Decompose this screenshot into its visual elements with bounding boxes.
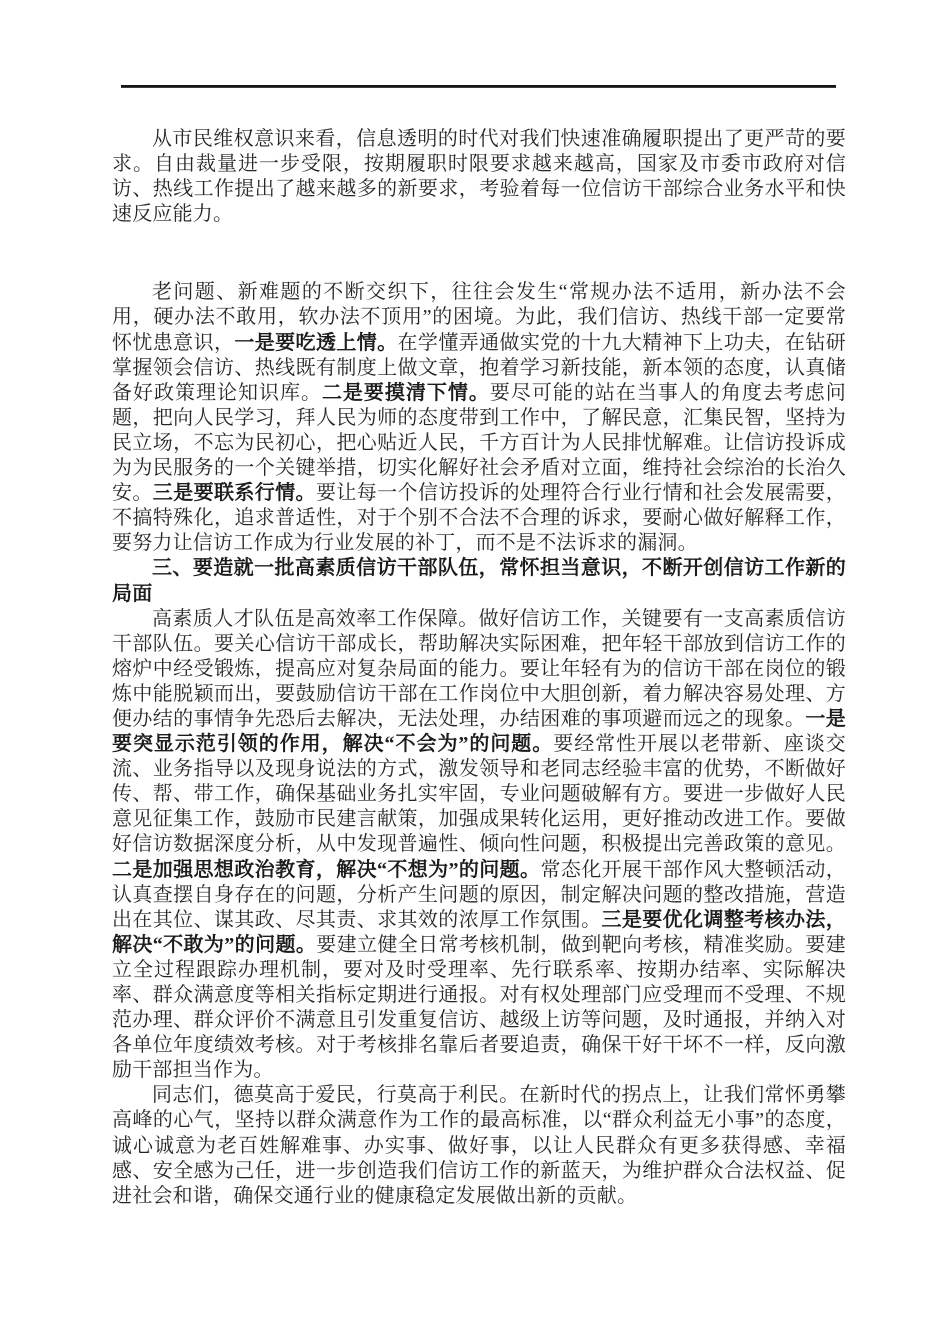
text-run: 要尽可能的站在当事人的角度去考虑问题，把向人民学习，拜人民为师的态度带到工作中，了解民意，汇集民智，坚持为民立场，不忘为民初心，把心贴近人民，千方百计为人民排忧解难。让信访投诉成为为民服务的一个关键举措，切实化解好社会矛盾对立面，维持社会综治的长治久安。 (112, 381, 846, 505)
text-run: 从市民维权意识来看，信息透明的时代对我们快速准确履职提出了更严苛的要求。自由裁量进一步受限，按期履职时限要求越来越高，国家及市委市政府对信访、热线工作提出了越来越多的新要求，考验着每一位信访干部综合业务水平和快速反应能力。 (112, 128, 846, 226)
emphasis-run: 一是要吃透上情。 (234, 331, 398, 354)
emphasis-run: 三是要联系行情。 (152, 482, 316, 505)
paragraph-gap (112, 227, 846, 280)
header-divider-rule (121, 85, 836, 88)
paragraph-cadre-team-building (112, 607, 846, 1084)
text-run: 在学懂弄通做实党的十九大精神下上功夫，在钻研掌握领会信访、热线既有制度上做文章，抱着学习新技能，新本领的态度，认真储备好政策理论知识库。 (112, 331, 846, 404)
emphasis-run: 三、要造就一批高素质信访干部队伍，常怀担当意识，不断开创信访工作新的局面 (112, 557, 846, 605)
document-body (112, 127, 846, 1209)
text-run: 高素质人才队伍是高效率工作保障。做好信访工作，关键要有一支高素质信访干部队伍。要关心信访干部成长，帮助解决实际困难，把年轻干部放到信访工作的熔炉中经受锻炼，提高应对复杂局面的能力。要让年轻有为的信访干部在岗位的锻炼中能脱颖而出，要鼓励信访干部在工作岗位中大胆创新，着力解决容易处理、方便办结的事情争先恐后去解决，无法处理，办结困难的事项避而远之的现象。 (112, 607, 846, 730)
paragraph-old-new-problems (112, 280, 846, 556)
heading-section-three (112, 556, 846, 606)
emphasis-run: 二是要摸清下情。 (321, 381, 490, 404)
text-run: 要经常性开展以老带新、座谈交流、业务指导以及现身说法的方式，激发领导和老同志经验丰富的优势，不断做好传、帮、带工作，确保基础业务扎实牢固，专业问题破解有方。要进一步做好人民意见征集工作，鼓励市民建言献策，加强成果转化运用，更好推动改进工作。要做好信访数据深度分析，从中发现普遍性、倾向性问题，积极提出完善政策的意见。 (112, 733, 846, 856)
paragraph-civic-rights-awareness (112, 127, 846, 227)
emphasis-run: 一是要突显示范引领的作用，解决“不会为”的问题。 (112, 707, 846, 756)
text-run: 要建立健全日常考核机制，做到靶向考核，精准奖励。要建立全过程跟踪办理机制，要对及时受理率、先行联系率、按期办结率、实际解决率、群众满意度等相关指标定期进行通报。对有权处理部门应受理而不受理、不规范办理、群众评价不满意且引发重复信访、越级上访等问题，及时通报，并纳入对各单位年度绩效考核。对于考核排名靠后者要追责，确保干好干坏不一样，反向激励干部担当作为。 (112, 933, 846, 1082)
emphasis-run: 三是要优化调整考核办法，解决“不敢为”的问题。 (112, 908, 846, 956)
text-run: 要让每一个信访投诉的处理符合行业行情和社会发展需要，不搞特殊化，追求普适性，对于个别不合法不合理的诉求，要耐心做好解释工作，要努力让信访工作成为行业发展的补丁，而不是不法诉求的漏洞。 (112, 482, 846, 555)
text-run: 常态化开展干部作风大整顿活动，认真查摆自身存在的问题，分析产生问题的原因，制定解决问题的整改措施，营造出在其位、谋其政、尽其责、求其效的浓厚工作氛围。 (112, 858, 847, 931)
text-run: 同志们，德莫高于爱民，行莫高于利民。在新时代的拐点上，让我们常怀勇攀高峰的心气，坚持以群众满意作为工作的最高标准，以“群众利益无小事”的态度，诚心诚意为老百姓解难事、办实事、做好事，以让人民群众有更多获得感、幸福感、安全感为己任，进一步创造我们信访工作的新蓝天，为维护群众合法权益、促进社会和谐，确保交通行业的健康稳定发展做出新的贡献。 (112, 1084, 846, 1207)
text-run: 老问题、新难题的不断交织下，往往会发生“常规办法不适用，新办法不会用，硬办法不敢用，软办法不顶用”的困境。为此，我们信访、热线干部一定要常怀忧患意识， (112, 281, 846, 354)
emphasis-run: 二是加强思想政治教育，解决“不想为”的问题。 (112, 858, 541, 881)
paragraph-closing (112, 1083, 846, 1208)
